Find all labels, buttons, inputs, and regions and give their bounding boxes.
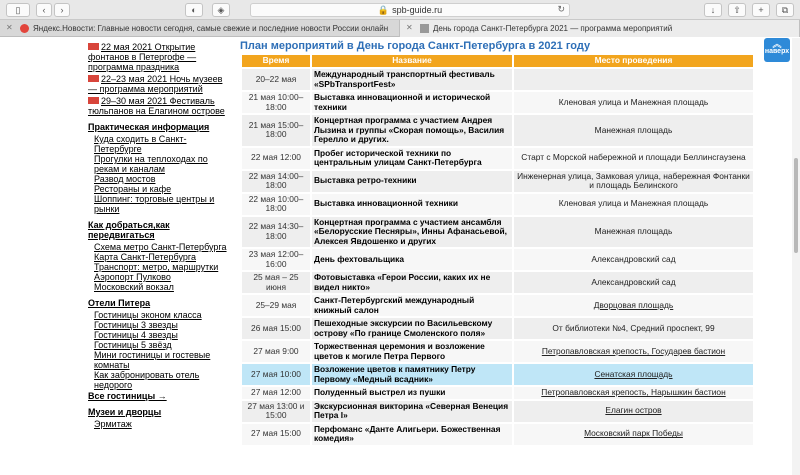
yandex-favicon-icon [20, 24, 29, 33]
event-place[interactable] [513, 386, 754, 400]
table-row [241, 170, 754, 193]
sidebar-link[interactable]: Куда сходить в Санкт-Петербурге [94, 134, 187, 154]
scroll-to-top-button[interactable] [764, 38, 790, 62]
event-time: 21 мая 15:00–18:00 [241, 114, 311, 147]
event-name: Концертная программа с участием Андрея Лызина и группы «Скорая помощь», Василия Герелло и других. [311, 114, 513, 147]
table-row [241, 423, 754, 446]
table-row [241, 248, 754, 271]
new-tab-icon[interactable]: + [752, 3, 770, 17]
table-row [241, 91, 754, 114]
tab-title: Яндекс.Новости: Главные новости сегодня, самые свежие и последние новости России онлайн [33, 24, 389, 33]
tab-yandex-news[interactable] [0, 20, 400, 37]
address-url: spb-guide.ru [392, 5, 443, 15]
event-name: Пробег исторической техники по центральным улицам Санкт-Петербурга [311, 147, 513, 170]
event-time: 22 мая 10:00–18:00 [241, 193, 311, 216]
double-chevron-up-icon: ︽ [772, 39, 782, 49]
news-link[interactable]: 29–30 мая 2021 Фестиваль тюльпанов на Елагином острове [88, 96, 225, 116]
scrollbar-track[interactable] [792, 38, 800, 475]
event-name: Полуденный выстрел из пушки [311, 386, 513, 400]
event-place[interactable] [513, 400, 754, 423]
sidebar-link[interactable]: Мини гостиницы и гостевые комнаты [94, 350, 211, 370]
event-place: Манежная площадь [513, 114, 754, 147]
column-header-name: Название [311, 54, 513, 68]
download-icon[interactable]: ↓ [704, 3, 722, 17]
sidebar-link[interactable]: Карта Санкт-Петербурга [94, 252, 196, 262]
event-name: Выставка инновационной и исторической техники [311, 91, 513, 114]
event-name: Фотовыставка «Герои России, каких их не видел никто» [311, 271, 513, 294]
event-time: 27 мая 13:00 и 15:00 [241, 400, 311, 423]
event-place[interactable] [513, 340, 754, 363]
event-name: Торжественная церемония и возложение цветов к могиле Петра Первого [311, 340, 513, 363]
forward-icon[interactable]: › [54, 3, 70, 17]
event-place[interactable] [513, 294, 754, 317]
column-header-time: Время [241, 54, 311, 68]
page-content [0, 38, 800, 475]
section-practical-info[interactable]: Практическая информация [88, 122, 210, 132]
table-row [241, 216, 754, 249]
event-place: Александровский сад [513, 271, 754, 294]
sidebar-link[interactable]: Транспорт: метро, маршрутки [94, 262, 219, 272]
event-time: 22 мая 12:00 [241, 147, 311, 170]
close-icon[interactable]: ✕ [406, 23, 413, 32]
section-museums[interactable]: Музеи и дворцы [88, 407, 162, 417]
section-transport[interactable]: Как добраться,как передвигаться [88, 220, 170, 240]
sidebar-link[interactable]: Прогулки на теплоходах по рекам и каналам [94, 154, 208, 174]
browser-toolbar [0, 0, 800, 20]
event-time: 26 мая 15:00 [241, 317, 311, 340]
event-place: Старт с Морской набережной и площади Беллинсгаузена [513, 147, 754, 170]
event-time: 27 мая 10:00 [241, 363, 311, 386]
table-row [241, 400, 754, 423]
event-place: Инженерная улица, Замковая улица, набережная Фонтанки и площадь Белинского [513, 170, 754, 193]
event-name: Пешеходные экскурсии по Васильевскому острову «По границе Смоленского поля» [311, 317, 513, 340]
lock-icon: 🔒 [377, 4, 390, 15]
sidebar-link[interactable]: Гостиницы 5 звёзд [94, 340, 172, 350]
sidebar-link[interactable]: Схема метро Санкт-Петербурга [94, 242, 227, 252]
table-row [241, 340, 754, 363]
tab-title: День города Санкт-Петербурга 2021 — программа мероприятий [433, 24, 673, 33]
event-name: Перфоманс «Данте Алигьери. Божественная комедия» [311, 423, 513, 446]
sidebar-link[interactable]: Рестораны и кафе [94, 184, 172, 194]
event-place [513, 68, 754, 91]
table-row [241, 147, 754, 170]
reload-icon[interactable]: ↻ [557, 4, 565, 14]
scroll-to-top-label: наверх [764, 48, 790, 55]
sidebar-link[interactable]: Гостиницы 3 звезды [94, 320, 178, 330]
sidebar-link[interactable]: Эрмитаж [94, 419, 132, 429]
event-place: Кленовая улица и Манежная площадь [513, 91, 754, 114]
sidebar-toggle-icon[interactable]: ▯ [6, 3, 30, 17]
event-name: Экскурсионная викторина «Северная Венеция Петра I» [311, 400, 513, 423]
news-badge-icon [88, 43, 99, 50]
event-name: День фехтовальщика [311, 248, 513, 271]
sidebar [88, 42, 228, 429]
spb-guide-favicon-icon [420, 24, 429, 33]
table-row [241, 271, 754, 294]
place-link[interactable]: Сенатская площадь [594, 368, 673, 379]
close-icon[interactable]: ✕ [6, 23, 13, 32]
place-link[interactable]: Дворцовая площадь [593, 299, 674, 310]
tab-overview-icon[interactable]: ⧉ [776, 3, 794, 17]
sidebar-link[interactable]: Аэропорт Пулково [94, 272, 171, 282]
event-name: Выставка ретро-техники [311, 170, 513, 193]
news-item[interactable] [88, 74, 228, 94]
table-row-highlighted [241, 363, 754, 386]
event-place[interactable] [513, 423, 754, 446]
sidebar-link[interactable]: Развод мостов [94, 174, 156, 184]
sidebar-link[interactable]: Гостиницы 4 звезды [94, 330, 178, 340]
reader-icon[interactable]: ◐ [185, 3, 203, 17]
event-place: Александровский сад [513, 248, 754, 271]
sidebar-link[interactable]: Как забронировать отель недорого [94, 370, 200, 390]
table-header-row [241, 54, 754, 68]
column-header-place: Место проведения [513, 54, 754, 68]
table-row [241, 114, 754, 147]
sidebar-link[interactable]: Гостиницы эконом класса [94, 310, 202, 320]
event-name: Выставка инновационной техники [311, 193, 513, 216]
table-row [241, 68, 754, 91]
news-badge-icon [88, 97, 99, 104]
event-time: 27 мая 9:00 [241, 340, 311, 363]
tab-bar [0, 20, 800, 37]
table-row [241, 317, 754, 340]
event-time: 20–22 мая [241, 68, 311, 91]
place-link[interactable]: Елагин остров [605, 405, 662, 416]
event-time: 21 мая 10:00–18:00 [241, 91, 311, 114]
sidebar-link[interactable]: Московский вокзал [94, 282, 174, 292]
news-link[interactable]: 22 мая 2021 Открытие фонтанов в Петергофе — программа праздника [88, 42, 197, 72]
event-time: 27 мая 15:00 [241, 423, 311, 446]
table-row [241, 294, 754, 317]
event-name: Концертная программа с участием ансамбля «Белорусские Песняры», Инны Афанасьевой, Алексея Явдошенко и других [311, 216, 513, 249]
all-hotels-link[interactable]: Все гостиницы → [88, 391, 167, 401]
event-place: Манежная площадь [513, 216, 754, 249]
events-table [240, 53, 755, 447]
address-bar[interactable] [250, 3, 570, 17]
share-icon[interactable]: ⇧ [728, 3, 746, 17]
place-link[interactable]: Петропавловская крепость, Государев бастион [541, 345, 726, 356]
event-name: Международный транспортный фестиваль «SPbTransportFest» [311, 68, 513, 91]
place-link[interactable]: Московский парк Победы [584, 428, 683, 439]
news-badge-icon [88, 75, 99, 82]
news-item[interactable] [88, 42, 228, 72]
sidebar-link[interactable]: Шоппинг: торговые центры и рынки [94, 194, 215, 214]
page-title: План мероприятий в День города Санкт-Петербурга в 2021 году [240, 40, 591, 52]
event-place: От библиотеки №4, Средний проспект, 99 [513, 317, 754, 340]
event-time: 25–29 мая [241, 294, 311, 317]
event-time: 25 мая – 25 июня [241, 271, 311, 294]
event-place[interactable] [513, 363, 754, 386]
event-time: 27 мая 12:00 [241, 386, 311, 400]
back-icon[interactable]: ‹ [36, 3, 52, 17]
event-time: 23 мая 12:00–16:00 [241, 248, 311, 271]
event-name: Санкт-Петербургский международный книжный салон [311, 294, 513, 317]
news-item[interactable] [88, 96, 228, 116]
shield-icon[interactable]: ◈ [212, 3, 230, 17]
tab-spb-guide[interactable] [400, 20, 800, 37]
event-time: 22 мая 14:00–18:00 [241, 170, 311, 193]
table-row [241, 386, 754, 400]
table-row [241, 193, 754, 216]
news-link[interactable]: 22–23 мая 2021 Ночь музеев — программа мероприятий [88, 74, 223, 94]
scrollbar-thumb[interactable] [794, 158, 798, 253]
section-hotels[interactable]: Отели Питера [88, 298, 151, 308]
event-time: 22 мая 14:30–18:00 [241, 216, 311, 249]
event-place: Кленовая улица и Манежная площадь [513, 193, 754, 216]
event-name: Возложение цветов к памятнику Петру Первому «Медный всадник» [311, 363, 513, 386]
place-link[interactable]: Петропавловская крепость, Нарышкин бастион [541, 387, 726, 397]
